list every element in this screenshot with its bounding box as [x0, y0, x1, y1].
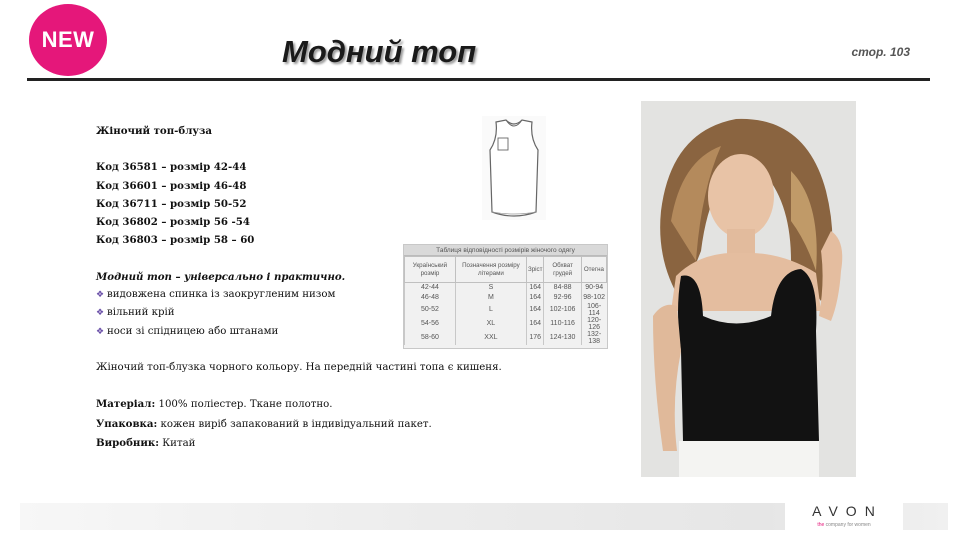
size-chart: [403, 244, 608, 349]
diamond-bullet-icon: ❖: [96, 290, 105, 301]
size-chart-caption: Таблиця відповідності розмірів жіночого одягу: [404, 245, 607, 256]
table-cell: 42-44: [405, 283, 456, 293]
table-row: [405, 283, 607, 293]
product-code: Код 36581 – розмір 42-44: [96, 161, 247, 174]
avon-tagline: [785, 522, 903, 528]
page-number: стор. 103: [851, 45, 910, 59]
table-cell: 110-116: [544, 317, 581, 331]
table-cell: 124-130: [544, 331, 581, 345]
product-code: Код 36802 – розмір 56 -54: [96, 216, 250, 229]
table-cell: 98-102: [583, 294, 606, 301]
size-chart-header-row: [405, 257, 607, 283]
table-cell: S: [455, 283, 526, 293]
table-cell: 50-52: [405, 303, 456, 317]
material-value: 100% поліестер. Тканe полотно.: [158, 399, 333, 411]
table-row: [405, 331, 607, 345]
table-cell: 46-48: [405, 293, 456, 303]
product-name: Жіночий топ-блуза: [96, 125, 212, 137]
new-badge: [29, 4, 107, 76]
table-row: [405, 303, 607, 317]
table-cell: M: [455, 293, 526, 303]
size-chart-header: Отегна: [581, 257, 606, 283]
product-code: Код 36711 – розмір 50-52: [96, 197, 247, 210]
table-cell: 84-88: [544, 283, 581, 293]
model-photo: [641, 101, 856, 477]
table-row: [405, 293, 607, 303]
table-cell: 176: [526, 331, 543, 345]
packaging-value: кожен виріб запакований в індивідуальний пакет.: [160, 418, 432, 430]
avon-tagline-text: company for women: [824, 522, 871, 528]
page-title: Модний топ: [282, 34, 477, 69]
size-chart-header: Зріст: [526, 257, 543, 283]
maker-line: [96, 434, 516, 453]
table-cell: 164: [526, 317, 543, 331]
table-cell: 90-94: [581, 283, 606, 293]
product-summary: Жіночий топ-блузка чорного кольору. На передній частині топа є кишеня.: [96, 361, 502, 373]
size-chart-header: Позначення розміру літерами: [455, 257, 526, 283]
size-chart-header: Обхват грудей: [544, 257, 581, 283]
table-cell: 164: [526, 293, 543, 303]
material-line: [96, 395, 516, 414]
size-chart-header: Український розмір: [405, 257, 456, 283]
table-cell: 164: [526, 303, 543, 317]
feature-text: видовжена спинка із заокругленим низом: [107, 289, 336, 301]
table-cell: 132-138: [581, 331, 606, 345]
feature-text: вільний крій: [107, 307, 175, 319]
spacer: [96, 140, 516, 158]
table-cell: 120-126: [581, 317, 606, 331]
diamond-bullet-icon: ❖: [96, 308, 105, 319]
table-cell: XL: [455, 317, 526, 331]
size-chart-table: [404, 256, 607, 345]
table-row: [405, 317, 607, 331]
table-cell: 92-96: [544, 293, 581, 303]
table-cell: 54-56: [405, 317, 456, 331]
brand-logo: [785, 498, 903, 534]
title-divider: [27, 78, 930, 81]
maker-value: Китай: [162, 437, 196, 449]
feature-text: носи зі спідницею або штанами: [107, 325, 279, 337]
packaging-label: Упаковка:: [96, 417, 158, 430]
maker-label: Виробник:: [96, 436, 160, 449]
product-tagline: Модний топ – універсально і практично.: [96, 270, 346, 283]
top-outline-icon: [482, 116, 546, 220]
product-code: Код 36803 – розмір 58 – 60: [96, 234, 255, 247]
new-badge-label: NEW: [41, 27, 95, 52]
diamond-bullet-icon: ❖: [96, 326, 105, 337]
avon-tagline-accent: the: [817, 522, 825, 528]
table-cell: XXL: [455, 331, 526, 345]
material-label: Матеріал:: [96, 398, 156, 411]
avon-wordmark: AVON: [812, 503, 883, 519]
table-cell: L: [455, 303, 526, 317]
table-cell: 102-106: [544, 303, 581, 317]
table-cell: 58-60: [405, 331, 456, 345]
packaging-line: [96, 415, 516, 434]
table-cell: 106-114: [581, 303, 606, 317]
top-sketch-image: [482, 116, 546, 220]
spacer: [96, 377, 516, 395]
product-code: Код 36601 – розмір 46-48: [96, 179, 247, 192]
table-cell: 164: [526, 283, 543, 293]
